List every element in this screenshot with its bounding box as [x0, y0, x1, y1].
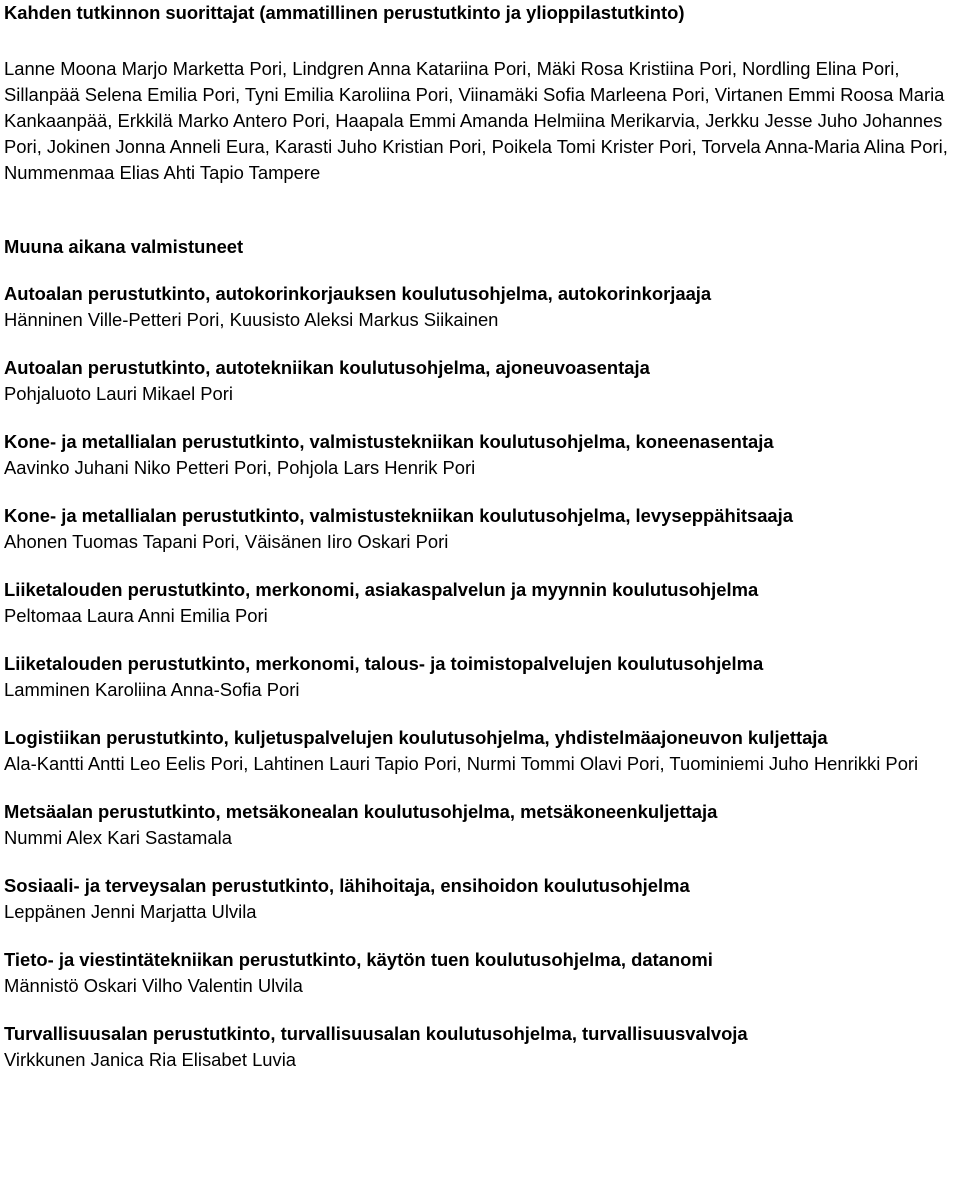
degree-heading: Metsäalan perustutkinto, metsäkonealan koulutusohjelma, metsäkoneenkuljettaja	[4, 801, 718, 822]
graduate-names: Leppänen Jenni Marjatta Ulvila	[4, 901, 257, 922]
double-degree-names: Lanne Moona Marjo Marketta Pori, Lindgren Anna Katariina Pori, Mäki Rosa Kristiina Pori, Nordling Elina Pori, Sillanpää Selena Emilia Pori, Tyni Emilia Karoliina Pori, Viinamäki Sofia Marleena Pori, Virtanen Emmi Roosa Maria Kankaanpää, Erkkilä Marko Antero Pori, Haapala Emmi Amanda Helmiina Merikarvia, Jerkku Jesse Juho Johannes Pori, Jokinen Jonna Anneli Eura, Karasti Juho Kristian Pori, Poikela Tomi Krister Pori, Torvela Anna-Maria Alina Pori, Nummenmaa Elias Ahti Tapio Tampere	[4, 58, 948, 183]
degree-section	[4, 873, 960, 925]
degree-section	[4, 947, 960, 999]
degree-section	[4, 1021, 960, 1073]
degree-section	[4, 281, 960, 333]
degree-heading: Sosiaali- ja terveysalan perustutkinto, lähihoitaja, ensihoidon koulutusohjelma	[4, 875, 690, 896]
degree-section	[4, 725, 960, 777]
graduate-names: Pohjaluoto Lauri Mikael Pori	[4, 383, 233, 404]
graduate-names: Ala-Kantti Antti Leo Eelis Pori, Lahtinen Lauri Tapio Pori, Nurmi Tommi Olavi Pori, Tuominiemi Juho Henrikki Pori	[4, 753, 919, 774]
degree-heading: Kone- ja metallialan perustutkinto, valmistustekniikan koulutusohjelma, levyseppähitsaaja	[4, 505, 793, 526]
degree-section	[4, 503, 960, 555]
degree-heading: Liiketalouden perustutkinto, merkonomi, asiakaspalvelun ja myynnin koulutusohjelma	[4, 579, 759, 600]
degree-heading: Autoalan perustutkinto, autotekniikan koulutusohjelma, ajoneuvoasentaja	[4, 357, 650, 378]
degree-heading: Turvallisuusalan perustutkinto, turvallisuusalan koulutusohjelma, turvallisuusvalvoja	[4, 1023, 748, 1044]
degree-section	[4, 355, 960, 407]
double-degree-heading: Kahden tutkinnon suorittajat (ammatillinen perustutkinto ja ylioppilastutkinto)	[4, 2, 685, 23]
graduate-names: Virkkunen Janica Ria Elisabet Luvia	[4, 1049, 297, 1070]
graduate-names: Ahonen Tuomas Tapani Pori, Väisänen Iiro Oskari Pori	[4, 531, 449, 552]
degree-heading: Tieto- ja viestintätekniikan perustutkinto, käytön tuen koulutusohjelma, datanomi	[4, 949, 713, 970]
degree-section	[4, 577, 960, 629]
graduate-names: Nummi Alex Kari Sastamala	[4, 827, 232, 848]
degree-heading: Liiketalouden perustutkinto, merkonomi, talous- ja toimistopalvelujen koulutusohjelma	[4, 653, 764, 674]
graduate-names: Peltomaa Laura Anni Emilia Pori	[4, 605, 268, 626]
graduate-names: Männistö Oskari Vilho Valentin Ulvila	[4, 975, 303, 996]
degree-heading: Logistiikan perustutkinto, kuljetuspalvelujen koulutusohjelma, yhdistelmäajoneuvon kuljettaja	[4, 727, 828, 748]
category-heading: Muuna aikana valmistuneet	[4, 236, 244, 257]
graduate-names: Lamminen Karoliina Anna-Sofia Pori	[4, 679, 300, 700]
degree-heading: Kone- ja metallialan perustutkinto, valmistustekniikan koulutusohjelma, koneenasentaja	[4, 431, 774, 452]
graduate-names: Aavinko Juhani Niko Petteri Pori, Pohjola Lars Henrik Pori	[4, 457, 476, 478]
degree-section	[4, 651, 960, 703]
graduate-names: Hänninen Ville-Petteri Pori, Kuusisto Aleksi Markus Siikainen	[4, 309, 499, 330]
degree-section	[4, 799, 960, 851]
degree-section	[4, 429, 960, 481]
document-page	[4, 0, 960, 1073]
degree-heading: Autoalan perustutkinto, autokorinkorjauksen koulutusohjelma, autokorinkorjaaja	[4, 283, 712, 304]
